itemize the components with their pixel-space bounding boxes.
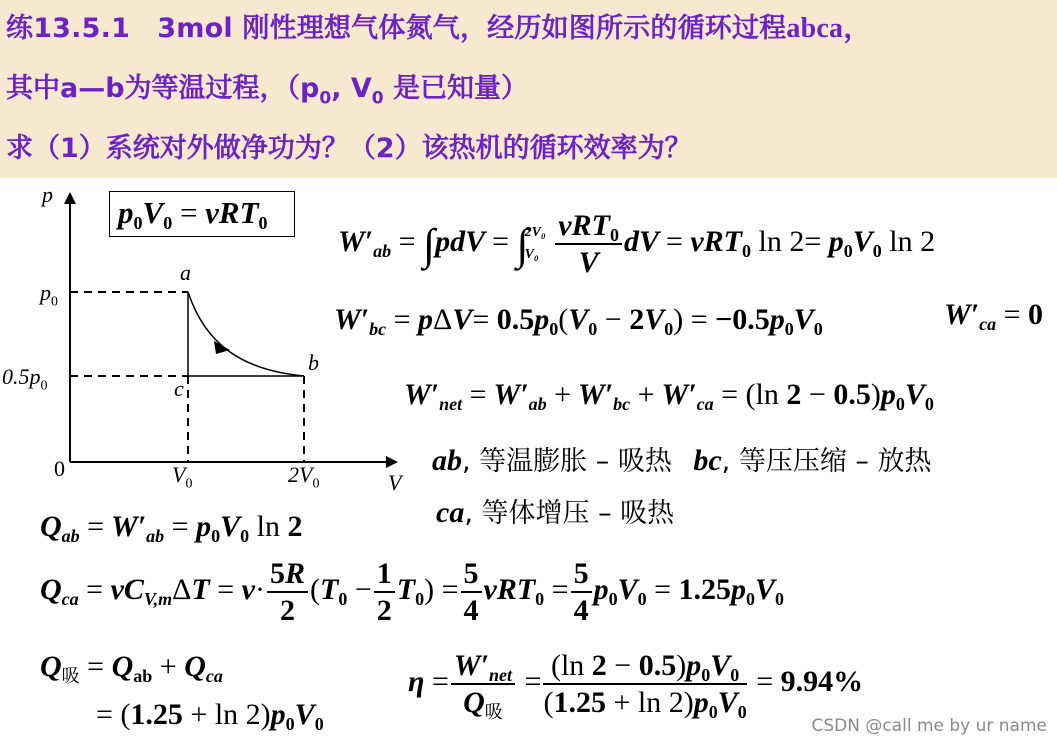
fraction: $\frac{1}{2}$ bbox=[374, 558, 395, 626]
ab-description: , 等温膨胀 – 吸热 bbox=[462, 446, 672, 477]
p0-text: p bbox=[40, 280, 51, 305]
problem-line-2-text: 其中a—b为等温过程，（p bbox=[6, 73, 320, 104]
process-ca-description bbox=[436, 498, 674, 528]
sub: 0 bbox=[371, 88, 384, 109]
csdn-watermark: CSDN @call me by ur name bbox=[811, 716, 1047, 736]
work-ca-equation: $W'_{ca} = 0$ bbox=[944, 298, 1044, 334]
sub: 0 bbox=[924, 394, 934, 414]
sub: 0 bbox=[637, 588, 647, 609]
process-ab-isotherm bbox=[188, 292, 304, 376]
fraction: $\frac{(\ln 2 - 0.5)p_0V_0}{(1.25 + \ln 2)p_0V_0}$ bbox=[543, 649, 747, 722]
sub: bc bbox=[369, 319, 387, 339]
sub: 0 bbox=[285, 714, 295, 734]
sub: ab bbox=[373, 240, 392, 261]
sub: 0 bbox=[843, 240, 853, 261]
point-c-label: c bbox=[174, 376, 184, 401]
sub: 0 bbox=[535, 588, 545, 609]
ln2: ln 2 bbox=[889, 224, 936, 258]
bc-description: , 等压压缩 – 放热 bbox=[721, 446, 932, 477]
work-ab-equation: $W'_{ab} = \int pdV$ = ∫ 2V₀ V₀ $\frac{\nu RT_0}{V}$ dV = νRT$_0$ $\ln 2= p_0V_0$ ln 2 bbox=[338, 209, 936, 279]
sub: V,m bbox=[143, 588, 173, 609]
fraction: $\frac{5}{4}$ bbox=[571, 558, 592, 626]
fraction: $\frac{5}{4}$ bbox=[461, 558, 482, 626]
ab-label: ab bbox=[432, 444, 462, 477]
heat-absorbed-result: = $(1.25 + \ln 2)p_0V_0$ bbox=[96, 698, 324, 734]
sub: ca bbox=[205, 666, 223, 686]
sub: 0 bbox=[240, 526, 250, 546]
sub: bc bbox=[613, 394, 631, 414]
fraction: $\frac{\nu RT_0}{V}$ bbox=[555, 210, 622, 278]
sub: ca bbox=[979, 314, 997, 334]
ideal-gas-equation: $p_0V_0 = \nu RT_0$ bbox=[118, 195, 268, 233]
process-ab-bc-description bbox=[432, 446, 932, 476]
sub: 吸 bbox=[61, 666, 80, 687]
point-b-label: b bbox=[308, 350, 319, 375]
sub: 0 bbox=[211, 526, 221, 546]
problem-line-2-suffix: 是已知量） bbox=[383, 73, 529, 104]
sub: 0 bbox=[813, 319, 823, 339]
sub: 0 bbox=[185, 476, 193, 492]
direction-arrow bbox=[214, 341, 230, 354]
heat-ab-equation: $Q_{ab} = W'_{ab} = p_0V_0$ ln 2 bbox=[40, 510, 303, 546]
v0-label bbox=[172, 462, 192, 492]
problem-line-2 bbox=[6, 66, 528, 108]
sub: 0 bbox=[258, 213, 268, 233]
sub: 0 bbox=[163, 213, 173, 233]
net-work-equation: $W'_{net} = W'_{ab} + W'_{bc} + W'_{ca} = (\ln$ $2 - 0.5)p_0V_0$ bbox=[404, 378, 934, 414]
efficiency-equation: η = $\frac{W'_{net}}{Q_吸}$ = $\frac{(\ln 2 - 0.5)p_0V_0}{(1.25 + \ln 2)p_0V_0}$ = 9.94% bbox=[408, 649, 864, 723]
heat-ca-equation: $Q_{ca} = \nu C_{V,m}\Delta T = \nu\cdot$ $\frac{5R}{2}$ ($T_0$ − $\frac{1}{2}$ $T_0$) = $\frac{5}{4}$ νRT$_0$ = $\frac{5}{4}$ $p_0V_0 = 1.25p_0V_0$ bbox=[40, 557, 785, 627]
sub: 0 bbox=[549, 319, 559, 339]
sub: 0 bbox=[319, 88, 332, 109]
half-p0-label bbox=[2, 364, 48, 394]
sub: 0 bbox=[314, 714, 324, 734]
ca-label: ca bbox=[436, 496, 465, 529]
2v0-label bbox=[288, 462, 319, 492]
sub: net bbox=[439, 394, 463, 414]
fraction: $\frac{5R}{2}$ bbox=[267, 558, 308, 626]
v0-text: V bbox=[172, 462, 186, 487]
2v0-text: 2V bbox=[288, 462, 313, 487]
sub: ca bbox=[61, 588, 79, 609]
sub: 0 bbox=[133, 213, 143, 233]
bc-label: bc bbox=[693, 444, 722, 477]
sub: ab bbox=[146, 526, 165, 546]
point-a-label: a bbox=[180, 260, 191, 285]
heat-absorbed-equation: $Q_吸 = Q_{ab} + Q_{ca}$ bbox=[40, 650, 223, 687]
sub: ab bbox=[528, 394, 547, 414]
problem-line-1-cycle: abca， bbox=[786, 13, 872, 44]
sub: 0 bbox=[872, 240, 882, 261]
sub: 0 bbox=[741, 240, 751, 261]
sub: 0 bbox=[588, 319, 598, 339]
half-p0-text: 0.5p bbox=[2, 364, 41, 389]
efficiency-value: 9.94% bbox=[780, 664, 864, 698]
sub: 0 bbox=[784, 319, 794, 339]
problem-line-3: 求（1）系统对外做净功为？（2）该热机的循环效率为？ bbox=[6, 133, 692, 164]
sub: ca bbox=[696, 394, 714, 414]
ca-description: , 等体增压 – 吸热 bbox=[464, 498, 675, 529]
sub: 0 bbox=[895, 394, 905, 414]
sub: 0 bbox=[746, 588, 756, 609]
sub: 0 bbox=[40, 378, 48, 394]
problem-line-2-mid: , V bbox=[331, 73, 372, 104]
sub: 0 bbox=[664, 319, 674, 339]
problem-line-1-text: 练13.5.1 3mol 刚性理想气体氮气，经历如图所示的循环过程 bbox=[6, 13, 787, 44]
sub: ab bbox=[61, 526, 80, 546]
sub: 0 bbox=[312, 476, 320, 492]
work-bc-equation: $W'_{bc} = p\Delta V= 0.5p_0(V_0 - 2V_0) = -0.5p_0V_0$ bbox=[334, 303, 823, 339]
v-axis-label: V bbox=[388, 470, 402, 495]
integral-limits: 2V₀ V₀ bbox=[524, 224, 546, 262]
sub: ab bbox=[133, 666, 153, 686]
zero: 0 bbox=[1028, 298, 1044, 331]
p-axis-label: p bbox=[42, 182, 53, 207]
p0-label bbox=[40, 280, 58, 310]
sub: 0 bbox=[415, 588, 425, 609]
ln2: ln 2 bbox=[758, 224, 805, 258]
problem-line-1 bbox=[6, 6, 871, 46]
problem-header bbox=[0, 0, 1057, 178]
sub: 0 bbox=[338, 588, 348, 609]
fraction: $\frac{W'_{net}}{Q_吸}$ bbox=[451, 650, 515, 718]
sub: 0 bbox=[775, 588, 785, 609]
origin-label: 0 bbox=[54, 456, 65, 481]
coef-125: 1.25 bbox=[678, 572, 732, 606]
sub: 0 bbox=[51, 294, 58, 310]
sub: 0 bbox=[608, 588, 618, 609]
